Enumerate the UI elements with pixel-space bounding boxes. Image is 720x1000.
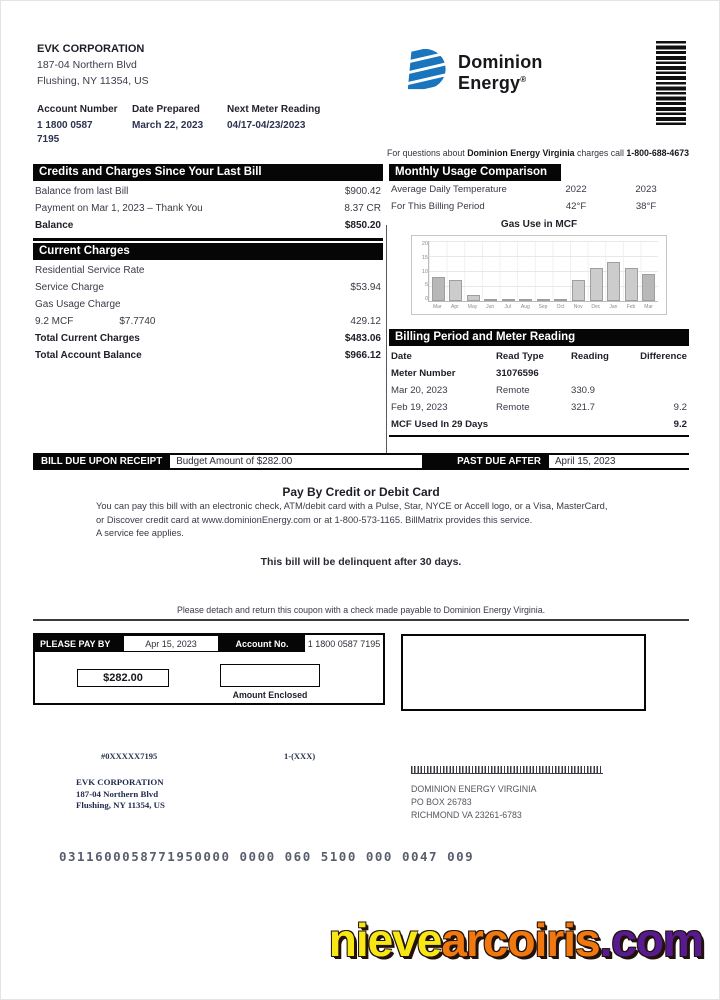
mail-code-left: #0XXXXX7195 <box>101 751 158 761</box>
logo-word-1: Dominion <box>458 52 543 72</box>
credits-row-amount: 8.37 CR <box>344 203 381 214</box>
usage-temp-1: 42°F <box>565 201 587 212</box>
col-difference: Difference <box>640 351 687 362</box>
payee-address-line2: RICHMOND VA 23261-6783 <box>411 810 522 820</box>
charge-label: Total Current Charges <box>35 333 140 344</box>
chart-ytick: 0 <box>424 296 428 302</box>
col-read-type: Read Type <box>496 351 544 362</box>
billing-period-section <box>389 329 689 437</box>
chart-bar <box>432 277 445 301</box>
pay-body-line: or Discover credit card at www.dominionEnergy.com or at 1-800-573-1165. BillMatrix provides this service. <box>96 514 533 525</box>
meter-reading-row <box>389 382 689 399</box>
chart-xtick: Nov <box>573 304 583 310</box>
account-number-label: Account Number <box>37 104 118 115</box>
credits-row-amount: $850.20 <box>344 220 381 231</box>
customer-address-line1: 187-04 Northern Blvd <box>37 59 137 71</box>
chart-bar <box>484 299 497 301</box>
meter-table-header-row <box>389 348 689 365</box>
registered-mark: ® <box>520 75 527 84</box>
pay-by-card-body <box>96 500 644 541</box>
charge-row <box>33 313 383 330</box>
budget-amount-box: Budget Amount of $282.00 <box>170 455 422 468</box>
payer-address-block <box>76 777 165 812</box>
customer-address-block <box>37 41 149 89</box>
usage-year-2: 2023 <box>635 184 657 195</box>
chart-xtick: Apr <box>451 304 459 310</box>
chart-bar <box>625 268 638 301</box>
charge-row <box>33 262 383 279</box>
chart-xtick: Mar <box>432 304 442 310</box>
date-prepared-label: Date Prepared <box>132 104 200 115</box>
account-no-label: Account No. <box>219 635 305 652</box>
please-pay-by-label: PLEASE PAY BY <box>35 635 123 652</box>
please-pay-by-date: Apr 15, 2023 <box>123 635 219 652</box>
amount-due-box: $282.00 <box>77 669 169 687</box>
barcode <box>656 41 686 125</box>
watermark-part-3: .com <box>599 914 703 966</box>
chart-ytick: 20 <box>421 241 428 247</box>
chart-bar <box>642 274 655 301</box>
total-account-balance-row <box>33 347 383 364</box>
bill-due-label: BILL DUE UPON RECEIPT <box>41 456 163 467</box>
credits-row <box>33 200 383 217</box>
chart-bar <box>449 280 462 301</box>
charge-row <box>33 279 383 296</box>
postal-barcode <box>411 766 603 774</box>
reading-date: Feb 19, 2023 <box>391 402 448 413</box>
customer-address-line2: Flushing, NY 11354, US <box>37 75 149 87</box>
mcf-used-row <box>389 416 689 433</box>
credits-balance-row <box>33 217 383 234</box>
charge-label: Gas Usage Charge <box>35 299 121 310</box>
questions-line <box>361 148 689 158</box>
credits-section-header: Credits and Charges Since Your Last Bill <box>33 164 383 181</box>
chart-xtick: Jan <box>609 304 618 310</box>
charge-rate: $7.7740 <box>119 316 156 327</box>
credits-row <box>33 183 383 200</box>
charge-amount: 429.12 <box>350 316 381 327</box>
account-number-value-1: 1 1800 0587 <box>37 120 93 131</box>
watermark-part-2: arcoiris <box>441 914 600 966</box>
charge-row <box>33 296 383 313</box>
credits-row-label: Balance from last Bill <box>35 186 129 197</box>
meter-reading-row <box>389 399 689 416</box>
col-reading: Reading <box>571 351 609 362</box>
coupon-stub-box <box>401 634 646 711</box>
watermark-part-1: nieve <box>328 914 442 966</box>
due-strip <box>33 453 689 470</box>
mcf-used-label: MCF Used In 29 Days <box>391 419 489 430</box>
payee-address-line1: PO BOX 26783 <box>411 797 472 807</box>
credits-row-label: Payment on Mar 1, 2023 – Thank You <box>35 203 203 214</box>
current-charges-header: Current Charges <box>33 243 383 260</box>
reading-date: Mar 20, 2023 <box>391 385 448 396</box>
charge-label: Total Account Balance <box>35 350 142 361</box>
logo-word-2: Energy <box>458 73 521 93</box>
gas-usage-chart <box>411 235 667 315</box>
chart-xtick: May <box>467 304 478 310</box>
charge-amount: $53.94 <box>350 282 381 293</box>
account-info-row <box>37 104 367 147</box>
chart-xlabels <box>428 302 658 312</box>
next-meter-label: Next Meter Reading <box>227 104 321 115</box>
charge-amount: $966.12 <box>344 350 381 361</box>
reading-difference: 9.2 <box>673 402 687 413</box>
chart-bar <box>467 295 480 301</box>
coupon-header-row <box>35 635 383 652</box>
watermark-site-name <box>329 913 703 967</box>
payer-address-line1: 187-04 Northern Blvd <box>76 788 159 799</box>
chart-xtick: Jul <box>504 304 511 310</box>
mcf-used-value: 9.2 <box>673 419 687 430</box>
chart-bar <box>607 262 620 301</box>
ocr-scan-line: 0311600058771950000 0000 060 5100 000 0047 009 <box>59 849 475 864</box>
chart-bar <box>519 299 532 301</box>
chart-xtick: Jun <box>486 304 495 310</box>
chart-bar <box>572 280 585 301</box>
meter-number-label: Meter Number <box>391 368 456 379</box>
usage-temp-2: 38°F <box>635 201 657 212</box>
usage-row-label: For This Billing Period <box>391 201 485 212</box>
detach-divider-line <box>33 619 689 621</box>
delinquent-notice: This bill will be delinquent after 30 days. <box>260 556 462 568</box>
meter-number-row <box>389 365 689 382</box>
payer-name: EVK CORPORATION <box>76 777 164 787</box>
mail-code-right: 1-(XXX) <box>284 751 316 761</box>
column-divider <box>386 225 387 453</box>
chart-bar <box>537 299 550 301</box>
amount-enclosed-label: Amount Enclosed <box>232 690 308 700</box>
amount-enclosed-box <box>220 664 320 687</box>
usage-year-1: 2022 <box>565 184 587 195</box>
chart-xtick: Aug <box>520 304 530 310</box>
reading-value: 321.7 <box>571 402 596 413</box>
charge-amount: $483.06 <box>344 333 381 344</box>
chart-ytick: 5 <box>424 282 428 289</box>
meter-number-value: 31076596 <box>496 368 539 379</box>
chart-bar <box>502 299 515 301</box>
chart-ytick: 10 <box>421 268 428 275</box>
meter-reading-table <box>389 346 689 437</box>
chart-xtick: Dec <box>591 304 601 310</box>
chart-xtick: Feb <box>626 304 636 310</box>
chart-xtick: Oct <box>556 304 565 310</box>
questions-company: Dominion Energy Virginia <box>467 148 575 158</box>
billing-period-header: Billing Period and Meter Reading <box>389 329 689 346</box>
past-due-date-box: April 15, 2023 <box>549 455 689 468</box>
payee-address-block <box>411 783 536 822</box>
chart-title: Gas Use in MCF <box>500 219 578 230</box>
charge-label: Service Charge <box>35 282 104 293</box>
dominion-energy-logo <box>403 47 543 98</box>
usage-temp-row <box>389 181 689 198</box>
chart-ytick: 15 <box>421 254 428 261</box>
account-number-block <box>37 104 132 147</box>
usage-period-row <box>389 198 689 215</box>
date-prepared-block <box>132 104 227 147</box>
col-date: Date <box>391 351 412 362</box>
reading-type: Remote <box>496 402 530 413</box>
payer-address-line2: Flushing, NY 11354, US <box>76 800 165 810</box>
total-current-charges-row <box>33 330 383 347</box>
payment-coupon <box>33 633 385 705</box>
date-prepared-value: March 22, 2023 <box>132 120 204 131</box>
past-due-label: PAST DUE AFTER <box>457 456 541 467</box>
current-charges-body <box>33 260 383 366</box>
usage-row-label: Average Daily Temperature <box>391 184 507 195</box>
payee-name: DOMINION ENERGY VIRGINIA <box>411 784 537 794</box>
pay-by-card-title: Pay By Credit or Debit Card <box>282 485 440 499</box>
chart-bar <box>554 299 567 301</box>
reading-type: Remote <box>496 385 530 396</box>
pay-body-line: A service fee applies. <box>96 528 184 538</box>
chart-plot <box>428 241 658 302</box>
credits-section-body <box>33 181 383 241</box>
questions-mid: charges call <box>574 148 627 158</box>
customer-name: EVK CORPORATION <box>37 43 145 55</box>
usage-section-header: Monthly Usage Comparison <box>389 164 561 181</box>
next-meter-block <box>227 104 357 147</box>
detach-note: Please detach and return this coupon with a check made payable to Dominion Energy Virginia. <box>176 605 546 615</box>
questions-phone: 1-800-688-4673 <box>626 148 689 158</box>
account-number-value-2: 7195 <box>37 134 60 145</box>
credits-row-amount: $900.42 <box>344 186 381 197</box>
logo-wordmark <box>458 53 543 92</box>
chart-xtick: Mar <box>644 304 653 310</box>
charge-label: Residential Service Rate <box>35 265 145 276</box>
reading-difference <box>631 385 687 396</box>
account-no-value: 1 1800 0587 7195 <box>307 638 381 649</box>
chart-bar <box>590 268 603 301</box>
dominion-logo-icon <box>403 47 449 98</box>
chart-xtick: Sep <box>538 304 548 310</box>
left-column <box>33 164 383 366</box>
reading-value: 330.9 <box>571 385 596 396</box>
right-column <box>389 164 689 437</box>
charge-label: 9.2 MCF <box>35 316 74 327</box>
pay-body-line: You can pay this bill with an electronic check, ATM/debit card with a Pulse, Star, NYCE or Accell logo, or a Visa, MasterCard, <box>96 501 608 511</box>
next-meter-value: 04/17-04/23/2023 <box>227 120 306 131</box>
credits-row-label: Balance <box>35 220 74 231</box>
questions-prefix: For questions about <box>386 148 468 158</box>
chart-yaxis <box>416 241 428 312</box>
